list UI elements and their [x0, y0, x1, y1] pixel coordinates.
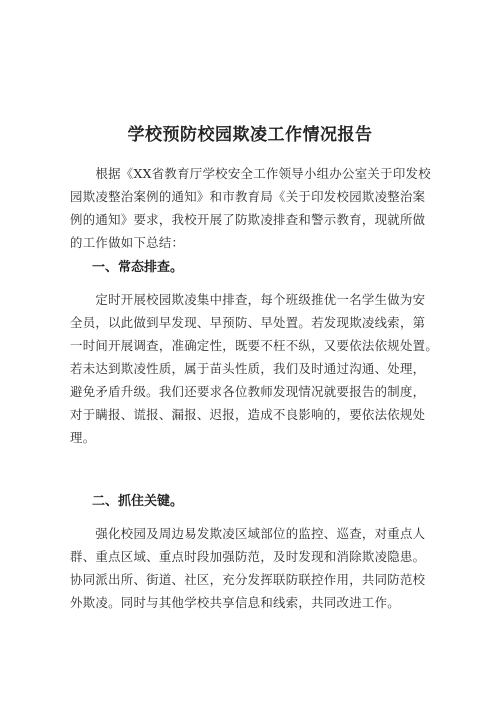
- section2-line: 协同派出所、街道、社区，充分发挥联防联控作用，共同防范校: [70, 572, 426, 587]
- section1-line: 定时开展校园欺凌集中排查，每个班级推优一名学生做为安: [70, 292, 426, 307]
- document-title: 学校预防校园欺凌工作情况报告: [127, 125, 373, 145]
- section2-line: 外欺凌。同时与其他学校共享信息和线索，共同改进工作。: [70, 595, 400, 610]
- intro-line: 例的通知》要求，我校开展了防欺凌排查和警示教育，现就所做: [70, 212, 426, 227]
- section1-line: 避免矛盾升级。我们还要求各位教师发现情况就要报告的制度，: [70, 384, 426, 399]
- section2-heading: 二、抓住关键。: [92, 494, 184, 509]
- intro-line: 园欺凌整治案例的通知》和市教育局《关于印发校园欺凌整治案: [70, 189, 426, 204]
- section2-line: 群、重点区域、重点时段加强防范，及时发现和消除欺凌隐患。: [70, 549, 426, 564]
- section1-paragraph: [70, 288, 438, 449]
- intro-paragraph: [70, 162, 438, 254]
- section1-line: 一时间开展调查，准确定性，既要不枉不纵，又要依法依规处置。: [70, 338, 439, 353]
- section1-line: 若未达到欺凌性质，属于苗头性质，我们及时通过沟通、处理，: [70, 361, 426, 376]
- section1-line: 理。: [70, 430, 96, 445]
- section1-line: 全员，以此做到早发现、早预防、早处置。若发现欺凌线索，第: [70, 315, 426, 330]
- section1-line: 对于瞒报、谎报、漏报、迟报，造成不良影响的，要依法依规处: [70, 407, 426, 422]
- intro-line: 根据《XX省教育厅学校安全工作领导小组办公室关于印发校: [70, 166, 431, 181]
- section2-paragraph: [70, 522, 438, 614]
- section2-line: 强化校园及周边易发欺凌区域部位的监控、巡查，对重点人: [70, 526, 426, 541]
- section1-heading: 一、常态排查。: [92, 260, 184, 275]
- intro-line: 的工作做如下总结：: [70, 235, 185, 250]
